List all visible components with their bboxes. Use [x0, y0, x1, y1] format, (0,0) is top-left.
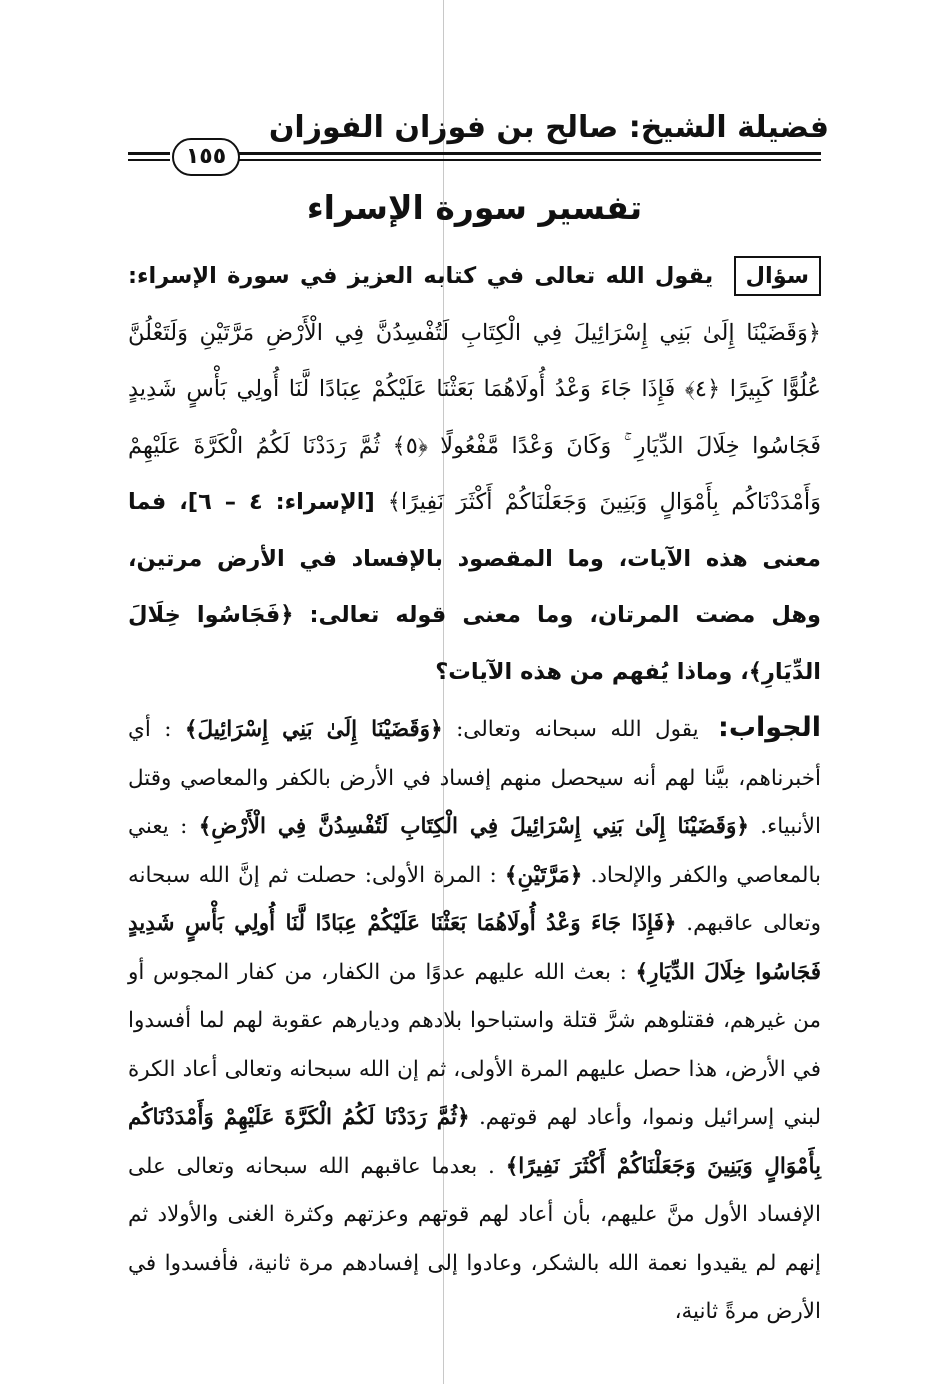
answer-text: : بعث الله عليهم عدوًا من الكفار، من كفار المجوس أو من غيرهم، فقتلوهم شرَّ قتلة واستباحوا بلادهم وديارهم عقوبة لهم لما أفسدوا في الأرض، هذا حصل عليهم المرة الأولى، ثم إن الله سبحانه وتعالى أعاد الكرة لبني إسرائيل ونموا، وأعاد لهم قوتهم.	[128, 959, 821, 1130]
quran-quote: ﴿وَقَضَيْنَا إِلَىٰ بَنِي إِسْرَائِيلَ فِي الْكِتَابِ لَتُفْسِدُنَّ فِي الْأَرْضِ﴾	[198, 814, 749, 839]
answer-label: الجواب:	[718, 712, 821, 743]
answer-text: : أي أخبرناهم، بيَّنا لهم أنه سيحصل منهم إفساد في الأرض بالكفر والمعاصي وقتل الأنبياء.	[128, 717, 821, 839]
section-title: تفسير سورة الإسراء	[306, 188, 643, 227]
page-header	[0, 100, 949, 180]
header-rule	[238, 159, 821, 161]
answer-text: . بعدما عاقبهم الله سبحانه وتعالى على الإفساد الأول منَّ عليهم، بأن أعاد لهم قوتهم وعزتهم وكثرة الغنى والأولاد ثم إنهم لم يقيدوا نعمة الله بالشكر، وعادوا إلى إفسادهم مرة ثانية، فأفسدوا في الأرض مرةً ثانية،	[128, 1153, 821, 1324]
answer-text: يقول الله سبحانه وتعالى:	[456, 717, 699, 742]
header-rule	[128, 152, 170, 155]
quran-quote: ﴿وَقَضَيْنَا إِلَىٰ بَنِي إِسْرَائِيلَ﴾	[184, 717, 443, 742]
author-name: فضيلة الشيخ: صالح بن فوزان الفوزان	[268, 110, 829, 145]
quran-quote: ﴿ثُمَّ رَدَدْنَا لَكُمُ الْكَرَّةَ عَلَيْهِمْ وَأَمْدَدْنَاكُم بِأَمْوَالٍ وَبَنِينَ وَجَعَلْنَاكُمْ أَكْثَرَ نَفِيرًا﴾	[128, 1105, 821, 1179]
verse-citation: [الإسراء: ٤ – ٦]،	[179, 489, 375, 515]
answer-text: : المرة الأولى: حصلت ثم إنَّ الله سبحانه وتعالى عاقبهم.	[128, 862, 821, 936]
question-block	[128, 248, 821, 700]
quran-quote: ﴿مَرَّتَيْنِ﴾	[504, 862, 583, 888]
answer-block	[128, 704, 821, 1337]
header-rule	[128, 159, 170, 161]
question-label: سؤال	[734, 256, 821, 296]
answer-text: : يعني بالمعاصي والكفر والإلحاد.	[128, 814, 822, 888]
page-number: ١٥٥	[172, 138, 240, 176]
quran-verses: ﴿وَقَضَيْنَا إِلَىٰ بَنِي إِسْرَائِيلَ فِي الْكِتَابِ لَتُفْسِدُنَّ فِي الْأَرْضِ مَرَّتَيْنِ وَلَتَعْلُنَّ عُلُوًّا كَبِيرًا ﴿٤﴾ فَإِذَا جَاءَ وَعْدُ أُولَاهُمَا بَعَثْنَا عَلَيْكُمْ عِبَادًا لَّنَا أُولِي بَأْسٍ شَدِيدٍ فَجَاسُوا خِلَالَ الدِّيَارِ ۚ وَكَانَ وَعْدًا مَّفْعُولًا ﴿٥﴾ ثُمَّ رَدَدْنَا لَكُمُ الْكَرَّةَ عَلَيْهِمْ وَأَمْدَدْنَاكُم بِأَمْوَالٍ وَبَنِينَ وَجَعَلْنَاكُمْ أَكْثَرَ نَفِيرًا﴾	[128, 319, 821, 515]
header-rule	[238, 152, 821, 155]
quran-quote: ﴿فَإِذَا جَاءَ وَعْدُ أُولَاهُمَا بَعَثْنَا عَلَيْكُمْ عِبَادًا لَّنَا أُولِي بَأْسٍ شَدِيدٍ فَجَاسُوا خِلَالَ الدِّيَارِ﴾	[128, 911, 821, 985]
page-body	[128, 248, 821, 1337]
question-intro: يقول الله تعالى في كتابه العزيز في سورة الإسراء:	[128, 263, 714, 289]
question-text: فما معنى هذه الآيات، وما المقصود بالإفساد في الأرض مرتين، وهل مضت المرتان، وما معنى قوله تعالى: ﴿فَجَاسُوا خِلَالَ الدِّيَارِ﴾، وماذا يُفهم من هذه الآيات؟	[128, 489, 821, 685]
